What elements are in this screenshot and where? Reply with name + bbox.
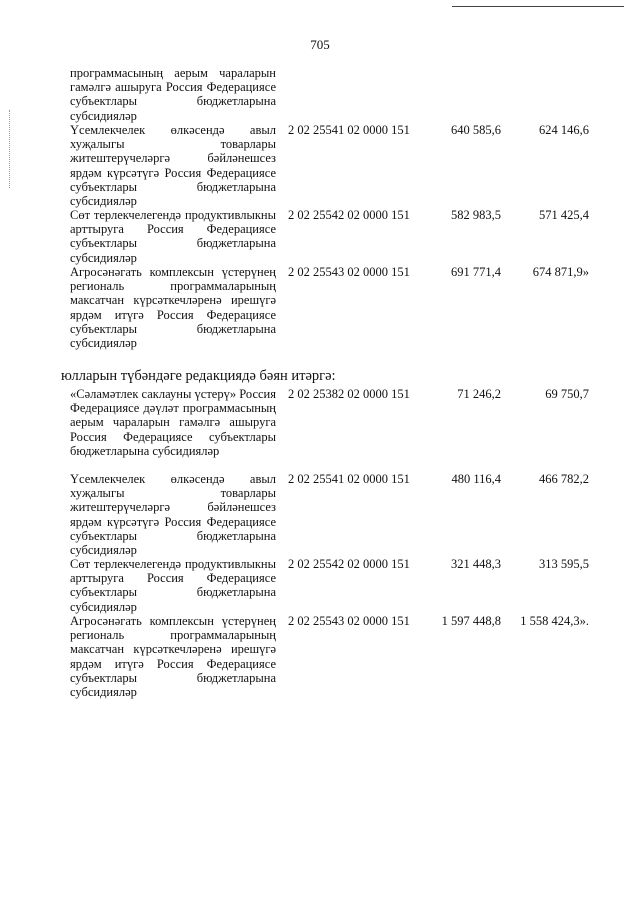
row-code: 2 02 25543 02 0000 151 — [288, 265, 410, 279]
row-code: 2 02 25543 02 0000 151 — [288, 614, 410, 628]
table-row — [0, 123, 640, 208]
table-row — [0, 472, 640, 557]
section-heading: юлларын түбәндәге редакциядә бәян итәргә: — [61, 368, 336, 384]
row-value-1: 480 116,4 — [451, 472, 501, 486]
table-row — [0, 614, 640, 699]
row-value-1: 582 983,5 — [451, 208, 501, 222]
row-code: 2 02 25542 02 0000 151 — [288, 208, 410, 222]
row-code: 2 02 25541 02 0000 151 — [288, 472, 410, 486]
row-value-2: 674 871,9» — [532, 265, 589, 279]
page-number: 705 — [310, 37, 330, 52]
row-value-2: 571 425,4 — [539, 208, 589, 222]
row-name: Сөт терлекчелегендә продуктивлыкны арттыруга Россия Федерациясе субъектлары бюджетларына субсидияләр — [70, 208, 276, 265]
row-code: 2 02 25542 02 0000 151 — [288, 557, 410, 571]
top-rule — [452, 6, 624, 7]
table-section-new — [0, 387, 640, 699]
row-value-1: 321 448,3 — [451, 557, 501, 571]
row-value-2: 624 146,6 — [539, 123, 589, 137]
row-name: Сөт терлекчелегендә продуктивлыкны арттыруга Россия Федерациясе субъектлары бюджетларына субсидияләр — [70, 557, 276, 614]
row-value-1: 691 771,4 — [451, 265, 501, 279]
row-name: Агросәнәгать комплексын үстерүнең региональ программаларының максатчан күрсәткечләренә ирешүгә ярдәм итүгә Россия Федерациясе субъектлары бюджетларына субсидияләр — [70, 614, 276, 700]
row-name: Үсемлекчелек өлкәсендә авыл хуҗалыгы товарлары житештерүчеләргә бәйләнешсез ярдәм күрсәтүгә Россия Федерациясе субъектлары бюджетларына субсидияләр — [70, 472, 276, 558]
table-row — [0, 66, 640, 123]
table-section-old — [0, 66, 640, 350]
row-value-2: 466 782,2 — [539, 472, 589, 486]
row-name: «Сәламәтлек саклауны үстерү» Россия Федерациясе дәүләт программасының аерым чараларын гамәлгә ашыруга Россия Федерациясе субъектлары бюджетларына субсидияләр — [70, 387, 276, 458]
row-value-1: 640 585,6 — [451, 123, 501, 137]
table-row — [0, 265, 640, 350]
row-value-1: 71 246,2 — [457, 387, 501, 401]
row-value-2: 1 558 424,3». — [520, 614, 589, 628]
row-code: 2 02 25382 02 0000 151 — [288, 387, 410, 401]
row-code: 2 02 25541 02 0000 151 — [288, 123, 410, 137]
row-value-2: 313 595,5 — [539, 557, 589, 571]
row-name: программасының аерым чараларын гамәлгә ашыруга Россия Федерациясе субъектлары бюджетларына субсидияләр — [70, 66, 276, 123]
table-row — [0, 387, 640, 472]
row-name: Агросәнәгать комплексын үстерүнең региональ программаларының максатчан күрсәткечләренә ирешүгә ярдәм итүгә Россия Федерациясе субъектлары бюджетларына субсидияләр — [70, 265, 276, 351]
row-name: Үсемлекчелек өлкәсендә авыл хуҗалыгы товарлары житештерүчеләргә бәйләнешсез ярдәм күрсәтүгә Россия Федерациясе субъектлары бюджетларына субсидияләр — [70, 123, 276, 209]
row-value-1: 1 597 448,8 — [441, 614, 501, 628]
table-row — [0, 208, 640, 265]
table-row — [0, 557, 640, 614]
row-value-2: 69 750,7 — [545, 387, 589, 401]
